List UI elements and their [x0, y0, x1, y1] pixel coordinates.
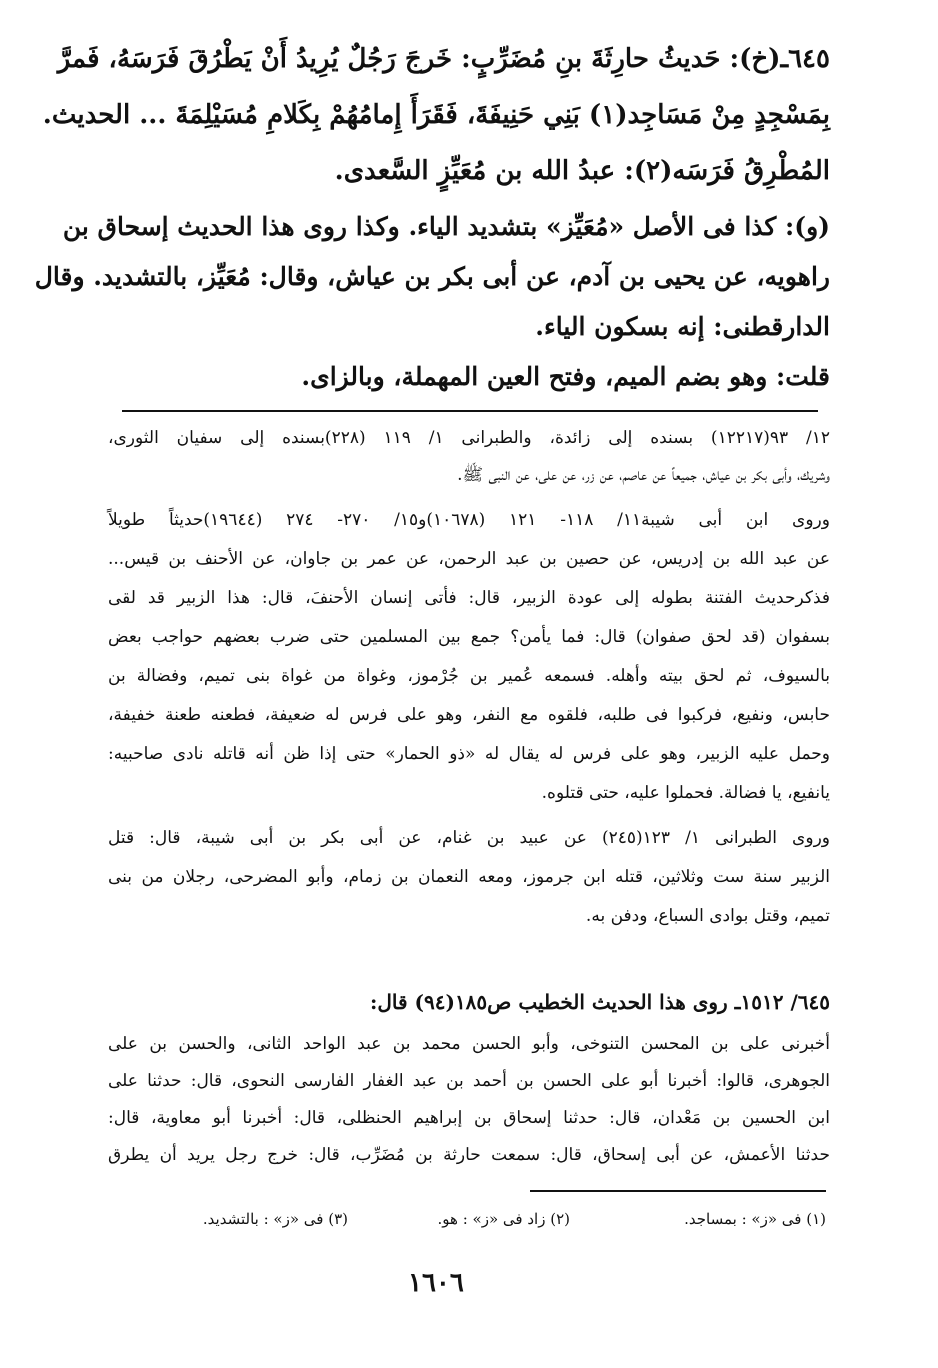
page-number: ١٦٠٦	[408, 1268, 464, 1298]
footnote-1: (١) فى «ز» : بمساجد.	[684, 1210, 826, 1228]
para2-line: وحمل عليه الزبير، وهو على فرس له يقال له «ذو الحمار» حتى إذا ظن أنه قاتله نادى صاحبيه:	[108, 744, 830, 764]
para2-line: عن عبد الله بن إدريس، عن حصين بن عبد الرحمن، عن عمر بن جاوان، عن الأحنف بن قيس...	[108, 549, 830, 569]
para4-line: الجوهرى، قالوا: أخبرنا أبو على الحسن بن أحمد بن عبد الغفار الفارسى النحوى، قال: حدثنا على	[108, 1071, 830, 1091]
footnote-divider	[530, 1190, 826, 1192]
para4-line: حدثنا الأعمش، عن أبى إسحاق، قال: سمعت حارثة بن مُضَرِّب، قال: خرج رجل يريد أن يطرق	[108, 1145, 830, 1165]
hadith-line-1: ٦٤٥ـ(خ): حَديثُ حارِثَةَ بنِ مُضَرِّبٍ: خَرجَ رَجُلٌ يُرِيدُ أَنْ يَطْرُقَ فَرَسَهُ، فَمرَّ	[57, 44, 830, 74]
section-heading: ٦٤٥/ ١٥١٢ـ روى هذا الحديث الخطيب ص١٨٥(٩٤) قال:	[369, 990, 830, 1014]
para2-line: يانفيع، يا فضالة. فحملوا عليه، حتى قتلوه.	[541, 783, 830, 803]
para2-line: حابس، ونفيع، فركبوا فى طلبه، فلقوه مع النفر، وهو على فرس له ضعيفة، فطعنه طعنة خفيفة،	[108, 705, 830, 725]
para3-line: وروى الطبرانى ١/ ١٢٣(٢٤٥) عن عبيد بن غنام، عن أبى بكر بن أبى شيبة، قال: قتل	[108, 828, 830, 848]
para2-line: فذكرحديث الفتنة بطوله إلى عودة الزبير، قال: فأتى إنسان الأحنفَ، قال: هذا الزبير قد لقى	[108, 588, 830, 608]
para3-line: الزبير سنة ست وثلاثين، قتله ابن جرموز، ومعه النعمان بن زمام، وأبو المضرحى، رجلان من بنى	[108, 867, 830, 887]
para2-line: بالسيوف، ثم لحق بيته وأهله. فسمعه عُمير بن جُرْموز، وغواة من غواة بنى تميم، وفضالة بن	[108, 666, 830, 686]
para1-line: ١٢/ ٩٣(١٢٢١٧) بسنده إلى زائدة، والطبرانى ١/ ١١٩ (٢٢٨)بسنده إلى سفيان الثورى،	[108, 428, 830, 448]
footnote-2: (٢) زاد فى «ز» : هو.	[437, 1210, 570, 1228]
footnote-3: (٣) فى «ز» : بالتشديد.	[202, 1210, 348, 1228]
hadith-line-2: بِمَسْجِدٍ مِنْ مَسَاجِد(١) بَنِي حَنِيفَةَ، فَقَرَأَ إِمامُهُمْ بِكَلامِ مُسَيْلِمَةَ ... الحديث.	[42, 100, 830, 130]
para2-line: وروى ابن أبى شيبة١١/ ١١٨- ١٢١ (١٠٦٧٨)و١٥/ ٢٧٠- ٢٧٤ (١٩٦٤٤)حديثاً طويلاً	[108, 510, 830, 530]
note-w-line-2: راهويه، عن يحيى بن آدم، عن أبى بكر بن عياش، وقال: مُعَيِّز، بالتشديد. وقال	[34, 262, 830, 291]
para1-line: وشريك، وأبى بكر بن عياش، جميعاً عن عاصم، عن زر، عن على، عن النبى ﷺ.	[457, 465, 830, 485]
para4-line: أخبرنى على بن المحسن التنوخى، وأبو الحسن محمد بن عبد الواحد الثانى، والحسن بن على	[108, 1034, 830, 1054]
note-w-line-1: (و): كذا فى الأصل «مُعَيِّز» بتشديد الياء. وكذا روى هذا الحديث إسحاق بن	[62, 212, 830, 241]
hadith-line-3: المُطْرِقُ فَرَسَه(٢): عبدُ الله بن مُعَيِّزٍ السَّعدى.	[334, 156, 830, 186]
qultu-line: قلت: وهو بضم الميم، وفتح العين المهملة، وبالزاى.	[301, 362, 830, 391]
para4-line: ابن الحسين بن مَعْدان، قال: حدثنا إسحاق بن إبراهيم الحنظلى، قال: أخبرنا أبو معاوية، قال:	[108, 1108, 830, 1128]
para2-line: بسفوان (قد لحق صفوان) قال: فما يأمن؟ جمع بين المسلمين حتى ضرب بعضهم حواجب بعض	[108, 627, 830, 647]
main-text-divider	[122, 410, 818, 412]
note-w-line-3: الدارقطنى: إنه بسكون الياء.	[535, 312, 830, 341]
para3-line: تميم، وقتل بوادى السباع، ودفن به.	[585, 906, 830, 926]
